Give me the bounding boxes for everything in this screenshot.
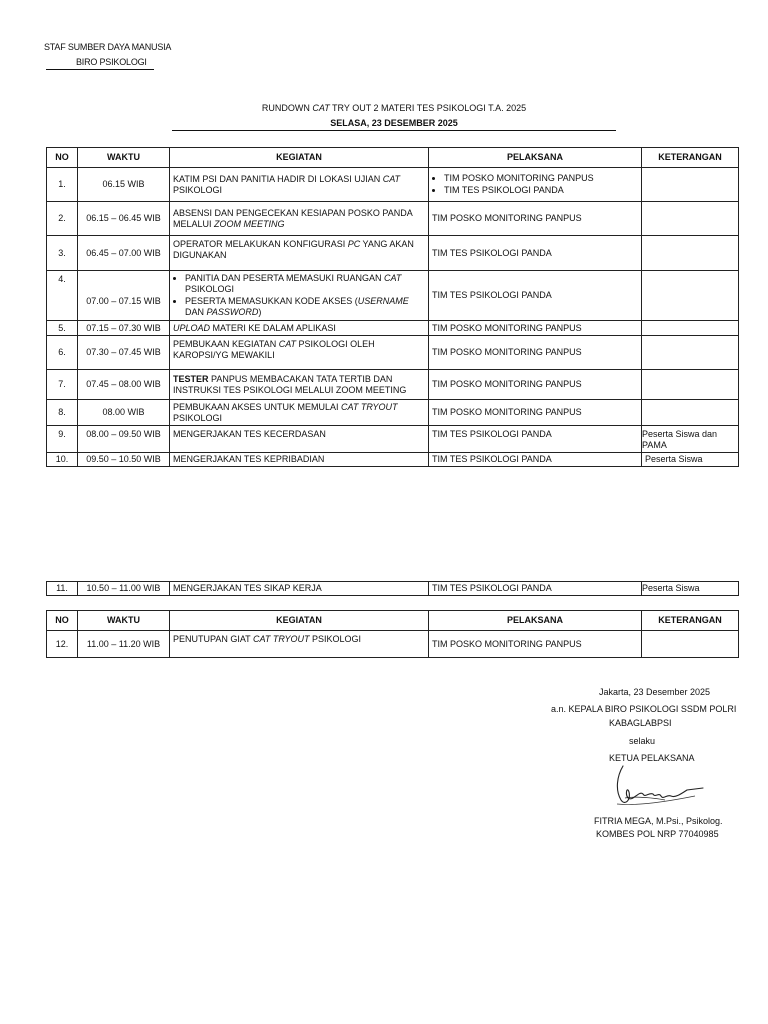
kegiatan-cell: ABSENSI DAN PENGECEKAN KESIAPAN POSKO PANDA MELALUI ZOOM MEETING — [170, 202, 429, 236]
header-waktu: WAKTU — [78, 148, 170, 168]
table-row: 10. 09.50 – 10.50 WIB MENGERJAKAN TES KEPRIBADIAN TIM TES PSIKOLOGI PANDA Peserta Siswa — [47, 453, 739, 467]
table-row: 7. 07.45 – 08.00 WIB TESTER PANPUS MEMBACAKAN TATA TERTIB DAN INSTRUKSI TES PSIKOLOGI MELALUI ZOOM MEETING TIM POSKO MONITORING PANPUS — [47, 370, 739, 400]
table-header-row — [47, 148, 739, 168]
signer-name: FITRIA MEGA, M.Psi., Psikolog. — [594, 816, 723, 826]
rundown-table-1 — [46, 147, 739, 467]
rundown-table-2 — [46, 581, 739, 596]
org-line-1: STAF SUMBER DAYA MANUSIA — [44, 42, 172, 52]
kegiatan-cell: TESTER PANPUS MEMBACAKAN TATA TERTIB DAN INSTRUKSI TES PSIKOLOGI MELALUI ZOOM MEETING — [170, 370, 429, 400]
table-row: 6. 07.30 – 07.45 WIB PEMBUKAAN KEGIATAN CAT PSIKOLOGI OLEH KAROPSI/YG MEWAKILI TIM POSKO MONITORING PANPUS — [47, 336, 739, 370]
an-line: a.n. KEPALA BIRO PSIKOLOGI SSDM POLRI — [551, 704, 737, 714]
signer-position: KABAGLABPSI — [609, 718, 672, 728]
pelaksana-cell: • TIM POSKO MONITORING PANPUS • TIM TES PSIKOLOGI PANDA — [429, 168, 642, 202]
table-row: 3. 06.45 – 07.00 WIB OPERATOR MELAKUKAN KONFIGURASI PC YANG AKAN DIGUNAKAN TIM TES PSIKOLOGI PANDA — [47, 236, 739, 271]
table-row: 12. 11.00 – 11.20 WIB PENUTUPAN GIAT CAT TRYOUT PSIKOLOGI TIM POSKO MONITORING PANPUS — [47, 631, 739, 658]
kegiatan-cell: PEMBUKAAN AKSES UNTUK MEMULAI CAT TRYOUT PSIKOLOGI — [170, 400, 429, 426]
place-date: Jakarta, 23 Desember 2025 — [599, 687, 711, 697]
handwritten-signature — [595, 760, 715, 820]
header-kegiatan: KEGIATAN — [170, 148, 429, 168]
signer-role: KETUA PELAKSANA — [609, 753, 695, 763]
table-row: 11. 10.50 – 11.00 WIB MENGERJAKAN TES SIKAP KERJA TIM TES PSIKOLOGI PANDA Peserta Siswa — [47, 582, 739, 596]
kegiatan-cell: OPERATOR MELAKUKAN KONFIGURASI PC YANG AKAN DIGUNAKAN — [170, 236, 429, 271]
header-no: NO — [47, 148, 78, 168]
table-row: 4. 07.00 – 07.15 WIB • PANITIA DAN PESERTA MEMASUKI RUANGAN CAT PSIKOLOGI • PESERTA MEMASUKKAN KODE AKSES (USERNAME DAN PASSWORD) TIM TES PSIKOLOGI PANDA — [47, 271, 739, 321]
document-subtitle: SELASA, 23 DESEMBER 2025 — [330, 118, 458, 128]
table-header-row: NO WAKTU KEGIATAN PELAKSANA KETERANGAN — [47, 611, 739, 631]
header-keterangan: KETERANGAN — [642, 148, 739, 168]
header-underline — [46, 69, 154, 70]
table-row: 9. 08.00 – 09.50 WIB MENGERJAKAN TES KECERDASAN TIM TES PSIKOLOGI PANDA Peserta Siswa dan PAMA — [47, 426, 739, 453]
kegiatan-cell: PENUTUPAN GIAT CAT TRYOUT PSIKOLOGI — [170, 631, 429, 658]
signer-rank: KOMBES POL NRP 77040985 — [596, 829, 719, 839]
table-row: 5. 07.15 – 07.30 WIB UPLOAD MATERI KE DALAM APLIKASI TIM POSKO MONITORING PANPUS — [47, 321, 739, 336]
kegiatan-cell: • PANITIA DAN PESERTA MEMASUKI RUANGAN CAT PSIKOLOGI • PESERTA MEMASUKKAN KODE AKSES (USERNAME DAN PASSWORD) — [170, 271, 429, 321]
selaku-text: selaku — [629, 736, 656, 746]
rundown-table-3 — [46, 610, 739, 658]
kegiatan-cell: PEMBUKAAN KEGIATAN CAT PSIKOLOGI OLEH KAROPSI/YG MEWAKILI — [170, 336, 429, 370]
kegiatan-cell: UPLOAD MATERI KE DALAM APLIKASI — [170, 321, 429, 336]
table-row: 1. 06.15 WIB KATIM PSI DAN PANITIA HADIR DI LOKASI UJIAN CAT PSIKOLOGI • TIM POSKO MONITORING PANPUS • TIM TES PSIKOLOGI PANDA — [47, 168, 739, 202]
kegiatan-cell: KATIM PSI DAN PANITIA HADIR DI LOKASI UJIAN CAT PSIKOLOGI — [170, 168, 429, 202]
header-pelaksana: PELAKSANA — [429, 148, 642, 168]
document-title: RUNDOWN CAT TRY OUT 2 MATERI TES PSIKOLOGI T.A. 2025 — [261, 103, 527, 113]
table-row: 8. 08.00 WIB PEMBUKAAN AKSES UNTUK MEMULAI CAT TRYOUT PSIKOLOGI TIM POSKO MONITORING PANPUS — [47, 400, 739, 426]
table-row: 2. 06.15 – 06.45 WIB ABSENSI DAN PENGECEKAN KESIAPAN POSKO PANDA MELALUI ZOOM MEETING TIM POSKO MONITORING PANPUS — [47, 202, 739, 236]
title-underline — [172, 130, 616, 131]
org-line-2: BIRO PSIKOLOGI — [76, 57, 147, 67]
